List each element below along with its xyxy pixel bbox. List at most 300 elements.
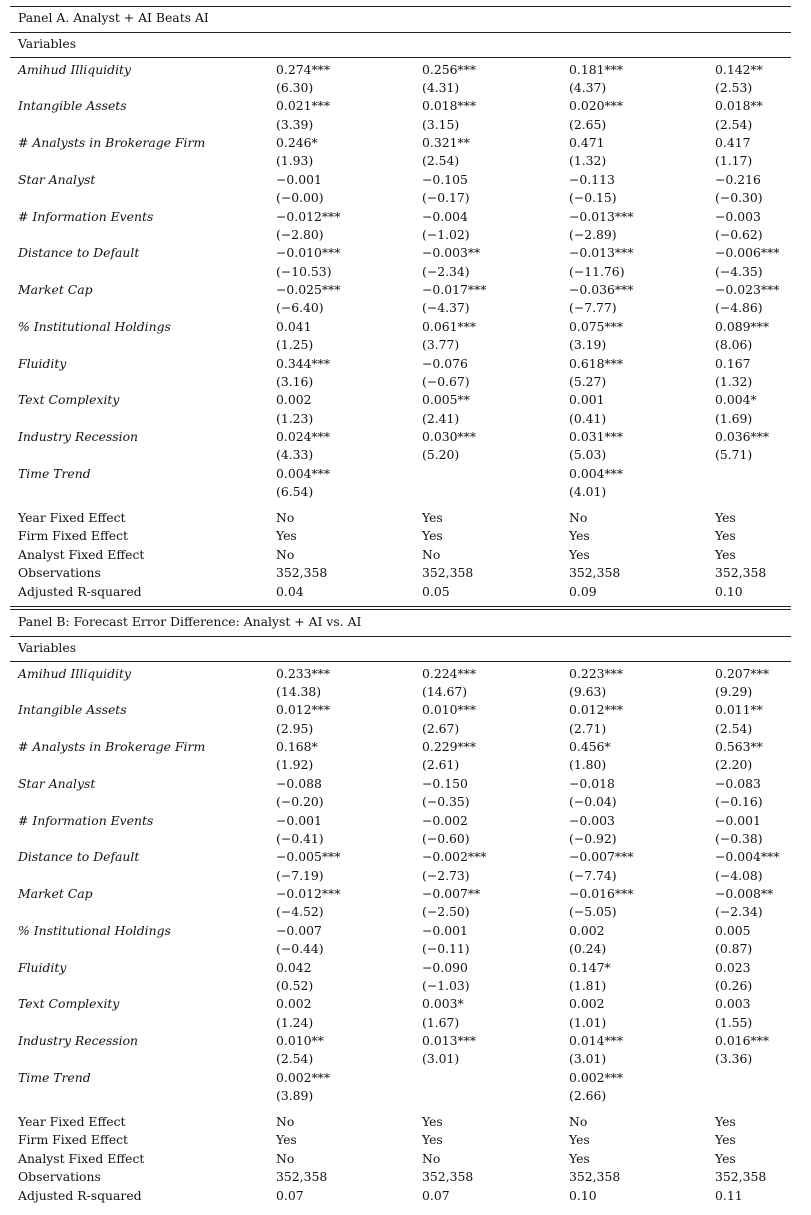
t-stat-value: (1.17)	[715, 153, 753, 169]
t-stat-row	[10, 720, 791, 738]
t-stat-row	[10, 756, 791, 774]
summary-label: Observations	[18, 565, 101, 580]
coef-value: −0.017***	[422, 282, 487, 297]
variable-name: % Institutional Holdings	[18, 318, 171, 334]
t-stat-value: (−0.62)	[715, 226, 763, 242]
t-stat-value: (−2.50)	[422, 904, 470, 920]
t-stat-value: (−2.34)	[715, 904, 763, 920]
t-stat-row	[10, 336, 791, 354]
coef-value: −0.004***	[715, 849, 780, 865]
t-stat-row	[10, 830, 791, 848]
t-stat-row	[10, 299, 791, 317]
summary-value: 0.09	[569, 583, 597, 599]
coef-value: 0.024***	[276, 429, 331, 444]
variable-name: Market Cap	[18, 886, 93, 901]
variable-name: Distance to Default	[18, 245, 140, 261]
summary-value: Yes	[715, 1132, 736, 1147]
t-stat-row	[10, 940, 791, 958]
t-stat-row	[10, 79, 791, 97]
coef-value: 0.246*	[276, 135, 318, 150]
t-stat-value: (2.54)	[276, 1051, 314, 1067]
t-stat-value: (−4.86)	[715, 300, 763, 316]
coef-row	[10, 812, 791, 830]
coef-value: 0.014***	[569, 1033, 624, 1048]
coef-value: −0.005***	[276, 849, 341, 865]
t-stat-value: (2.54)	[715, 720, 753, 736]
t-stat-value: (3.16)	[276, 373, 314, 389]
coef-row	[10, 97, 791, 115]
variable-name: Industry Recession	[18, 429, 139, 444]
coef-value: 0.004*	[715, 392, 757, 408]
t-stat-value: (−7.19)	[276, 867, 324, 883]
t-stat-value: (−4.37)	[422, 300, 470, 316]
coef-value: 0.089***	[715, 318, 770, 334]
coef-value: 0.344***	[276, 355, 331, 371]
coef-value: 0.168*	[276, 739, 318, 754]
summary-value: No	[569, 1113, 588, 1129]
t-stat-value: (−2.73)	[422, 867, 470, 883]
coef-value: 0.030***	[422, 429, 477, 444]
t-stat-value: (−5.05)	[569, 904, 617, 920]
t-stat-row	[10, 116, 791, 134]
t-stat-value: (6.30)	[276, 79, 314, 95]
coef-value: 0.417	[715, 135, 751, 150]
summary-label: Analyst Fixed Effect	[18, 1150, 145, 1166]
coef-value: 0.012***	[569, 702, 624, 718]
coef-row	[10, 134, 791, 152]
t-stat-value: (1.01)	[569, 1014, 607, 1030]
t-stat-value: (−7.77)	[569, 300, 617, 316]
t-stat-value: (−0.17)	[422, 190, 470, 206]
t-stat-value: (1.55)	[715, 1014, 753, 1030]
coef-value: 0.147*	[569, 959, 611, 975]
coef-value: −0.002	[422, 812, 468, 828]
coef-value: −0.007**	[422, 886, 481, 901]
t-stat-value: (5.71)	[715, 447, 753, 463]
t-stat-value: (2.20)	[715, 757, 753, 773]
t-stat-value: (2.54)	[422, 153, 460, 169]
variable-name: Text Complexity	[18, 392, 120, 408]
coef-value: −0.012***	[276, 208, 341, 224]
t-stat-value: (8.06)	[715, 337, 753, 353]
summary-value: No	[276, 1113, 295, 1129]
coef-value: 0.456*	[569, 739, 611, 754]
coef-row	[10, 738, 791, 756]
t-stat-value: (−0.16)	[715, 794, 763, 810]
coef-value: 0.321**	[422, 135, 470, 150]
variable-name: Market Cap	[18, 282, 93, 297]
coef-value: 0.018**	[715, 98, 763, 114]
t-stat-value: (1.23)	[276, 410, 314, 426]
summary-value: No	[422, 546, 441, 562]
coef-value: −0.016***	[569, 886, 634, 901]
t-stat-value: (1.24)	[276, 1014, 314, 1030]
coef-row	[10, 171, 791, 189]
summary-label: Analyst Fixed Effect	[18, 546, 145, 562]
summary-row	[10, 583, 791, 601]
t-stat-value: (5.20)	[422, 447, 460, 463]
coef-value: 0.041	[276, 318, 312, 334]
t-stat-value: (2.66)	[569, 1088, 607, 1104]
summary-value: 0.07	[422, 1187, 450, 1203]
coef-value: 0.003*	[422, 996, 464, 1012]
coef-row	[10, 61, 791, 79]
coef-value: 0.004***	[569, 465, 624, 481]
variable-name: % Institutional Holdings	[18, 922, 171, 938]
summary-value: Yes	[715, 546, 736, 562]
coef-value: −0.001	[715, 812, 761, 828]
t-stat-value: (1.25)	[276, 337, 314, 353]
coef-row	[10, 922, 791, 940]
coef-value: −0.150	[422, 775, 468, 791]
summary-value: Yes	[422, 1132, 443, 1147]
coef-value: −0.004	[422, 208, 468, 224]
coef-row	[10, 995, 791, 1013]
summary-value: 352,358	[715, 565, 767, 580]
coef-value: 0.010***	[422, 702, 477, 718]
summary-value: Yes	[715, 509, 736, 525]
t-stat-value: (−4.08)	[715, 867, 763, 883]
t-stat-value: (−2.80)	[276, 226, 324, 242]
summary-label: Observations	[18, 1169, 101, 1184]
summary-value: No	[276, 509, 295, 525]
coef-row	[10, 244, 791, 262]
summary-value: 352,358	[276, 565, 328, 580]
summary-value: Yes	[569, 1132, 590, 1147]
t-stat-value: (0.87)	[715, 941, 753, 957]
coef-value: 0.023	[715, 959, 751, 975]
t-stat-value: (−10.53)	[276, 263, 332, 279]
t-stat-value: (1.69)	[715, 410, 753, 426]
variable-name: Intangible Assets	[18, 98, 127, 114]
t-stat-value: (−4.52)	[276, 904, 324, 920]
t-stat-value: (−0.04)	[569, 794, 617, 810]
t-stat-row	[10, 1050, 791, 1068]
coef-value: −0.076	[422, 355, 468, 371]
t-stat-value: (2.95)	[276, 720, 314, 736]
coef-value: −0.018	[569, 775, 615, 791]
t-stat-row	[10, 793, 791, 811]
summary-value: Yes	[422, 528, 443, 543]
coef-row	[10, 318, 791, 336]
title-rule	[10, 32, 791, 33]
coef-value: −0.003**	[422, 245, 481, 261]
summary-value: 0.07	[276, 1187, 304, 1203]
variable-name: # Information Events	[18, 812, 154, 828]
t-stat-value: (1.93)	[276, 153, 314, 169]
variable-name: Intangible Assets	[18, 702, 127, 718]
t-stat-value: (−11.76)	[569, 263, 625, 279]
t-stat-value: (4.37)	[569, 79, 607, 95]
t-stat-row	[10, 1014, 791, 1032]
summary-value: No	[276, 1150, 295, 1166]
t-stat-value: (4.01)	[569, 484, 607, 500]
coef-value: −0.002***	[422, 849, 487, 865]
coef-row	[10, 848, 791, 866]
coef-value: −0.113	[569, 171, 615, 187]
t-stat-value: (2.67)	[422, 720, 460, 736]
summary-row	[10, 1113, 791, 1131]
panel-separator-rule	[10, 606, 791, 607]
coef-row	[10, 1069, 791, 1087]
coef-value: 0.223***	[569, 665, 624, 681]
summary-label: Firm Fixed Effect	[18, 1132, 129, 1147]
variable-name: # Information Events	[18, 208, 154, 224]
summary-row	[10, 1168, 791, 1186]
coef-value: 0.002	[569, 996, 605, 1012]
variables-header: Variables	[18, 36, 77, 51]
variable-name: Time Trend	[18, 465, 91, 481]
variable-name: Fluidity	[18, 355, 67, 371]
coef-value: 0.002	[276, 996, 312, 1012]
coef-value: −0.025***	[276, 282, 341, 297]
summary-value: Yes	[569, 528, 590, 543]
summary-label: Adjusted R-squared	[18, 583, 142, 599]
variable-name: Fluidity	[18, 959, 67, 975]
coef-value: −0.013***	[569, 245, 634, 261]
coef-value: 0.142**	[715, 61, 763, 77]
t-stat-value: (3.36)	[715, 1051, 753, 1067]
coef-value: 0.075***	[569, 318, 624, 334]
coef-value: 0.002	[569, 922, 605, 938]
t-stat-value: (3.39)	[276, 116, 314, 132]
t-stat-value: (2.71)	[569, 720, 607, 736]
summary-row	[10, 1187, 791, 1205]
coef-row	[10, 959, 791, 977]
variable-name: # Analysts in Brokerage Firm	[18, 135, 206, 150]
coef-value: 0.181***	[569, 61, 624, 77]
variable-name: Star Analyst	[18, 775, 96, 791]
coef-row	[10, 355, 791, 373]
t-stat-value: (14.67)	[422, 683, 468, 699]
panel-title: Panel A. Analyst + AI Beats AI	[18, 10, 209, 25]
coef-value: −0.090	[422, 959, 468, 975]
coef-value: 0.563**	[715, 739, 763, 754]
coef-row	[10, 391, 791, 409]
coef-value: 0.011**	[715, 702, 763, 718]
t-stat-row	[10, 446, 791, 464]
summary-value: 352,358	[715, 1169, 767, 1184]
coef-value: −0.003	[715, 208, 761, 224]
t-stat-value: (5.27)	[569, 373, 607, 389]
t-stat-value: (−4.35)	[715, 263, 763, 279]
variable-name: Industry Recession	[18, 1033, 139, 1048]
coef-value: −0.088	[276, 775, 322, 791]
t-stat-value: (−2.34)	[422, 263, 470, 279]
t-stat-value: (−7.74)	[569, 867, 617, 883]
coef-value: 0.233***	[276, 665, 331, 681]
t-stat-row	[10, 1087, 791, 1105]
coef-value: −0.003	[569, 812, 615, 828]
summary-value: Yes	[276, 1132, 297, 1147]
t-stat-row	[10, 152, 791, 170]
summary-value: 352,358	[569, 1169, 621, 1184]
summary-value: No	[422, 1150, 441, 1166]
header-rule	[10, 57, 791, 58]
summary-label: Year Fixed Effect	[18, 509, 126, 525]
summary-row	[10, 509, 791, 527]
t-stat-row	[10, 683, 791, 701]
t-stat-value: (−0.44)	[276, 941, 324, 957]
coef-value: −0.083	[715, 775, 761, 791]
t-stat-value: (1.80)	[569, 757, 607, 773]
summary-value: Yes	[569, 546, 590, 562]
coef-value: 0.167	[715, 355, 751, 371]
t-stat-value: (−0.20)	[276, 794, 324, 810]
coef-row	[10, 208, 791, 226]
t-stat-value: (−0.30)	[715, 190, 763, 206]
coef-value: 0.012***	[276, 702, 331, 718]
summary-value: 0.05	[422, 583, 450, 599]
coef-value: −0.216	[715, 171, 761, 187]
t-stat-value: (3.19)	[569, 337, 607, 353]
t-stat-value: (3.89)	[276, 1088, 314, 1104]
t-stat-value: (14.38)	[276, 683, 322, 699]
coef-value: 0.042	[276, 959, 312, 975]
summary-value: Yes	[715, 528, 736, 543]
coef-value: −0.013***	[569, 208, 634, 224]
coef-value: 0.618***	[569, 355, 624, 371]
coef-row	[10, 701, 791, 719]
panel-top-rule	[10, 6, 791, 7]
coef-row	[10, 281, 791, 299]
coef-value: 0.274***	[276, 61, 331, 77]
coef-row	[10, 885, 791, 903]
coef-value: −0.006***	[715, 245, 780, 261]
t-stat-value: (−2.89)	[569, 226, 617, 242]
t-stat-value: (−0.67)	[422, 373, 470, 389]
coef-value: −0.001	[422, 922, 468, 938]
coef-value: 0.004***	[276, 465, 331, 481]
coef-value: 0.471	[569, 135, 605, 150]
t-stat-row	[10, 189, 791, 207]
coef-row	[10, 1032, 791, 1050]
t-stat-value: (−0.38)	[715, 830, 763, 846]
coef-row	[10, 775, 791, 793]
variable-name: Star Analyst	[18, 171, 96, 187]
t-stat-value: (−0.11)	[422, 941, 470, 957]
t-stat-value: (2.53)	[715, 79, 753, 95]
coef-value: 0.002***	[276, 1069, 331, 1085]
variable-name: Amihud Illiquidity	[18, 665, 132, 681]
t-stat-value: (0.24)	[569, 941, 607, 957]
coef-value: 0.021***	[276, 98, 331, 114]
variable-name: Text Complexity	[18, 996, 120, 1012]
variable-name: Amihud Illiquidity	[18, 61, 132, 77]
t-stat-value: (2.54)	[715, 116, 753, 132]
panel-top-rule	[10, 609, 791, 610]
summary-value: Yes	[569, 1150, 590, 1166]
summary-value: 0.11	[715, 1187, 743, 1203]
coef-value: 0.036***	[715, 429, 770, 444]
variables-header: Variables	[18, 640, 77, 655]
coef-row	[10, 665, 791, 683]
coef-value: −0.023***	[715, 282, 780, 297]
coef-value: −0.036***	[569, 282, 634, 297]
t-stat-row	[10, 867, 791, 885]
t-stat-value: (−0.15)	[569, 190, 617, 206]
coef-value: 0.018***	[422, 98, 477, 114]
summary-label: Year Fixed Effect	[18, 1113, 126, 1129]
coef-row	[10, 428, 791, 446]
t-stat-value: (−1.03)	[422, 977, 470, 993]
coef-value: 0.001	[569, 392, 605, 408]
summary-value: 0.10	[569, 1187, 597, 1203]
coef-value: 0.224***	[422, 665, 477, 681]
summary-row	[10, 546, 791, 564]
summary-label: Adjusted R-squared	[18, 1187, 142, 1203]
t-stat-value: (−0.00)	[276, 190, 324, 206]
coef-value: 0.013***	[422, 1033, 477, 1048]
coef-value: 0.020***	[569, 98, 624, 114]
summary-row	[10, 527, 791, 545]
summary-value: 0.10	[715, 583, 743, 599]
panel-title: Panel B: Forecast Error Difference: Analyst + AI vs. AI	[18, 614, 362, 629]
coef-value: −0.001	[276, 812, 322, 828]
t-stat-value: (−0.60)	[422, 830, 470, 846]
t-stat-value: (1.32)	[715, 373, 753, 389]
t-stat-value: (−0.92)	[569, 830, 617, 846]
coef-value: 0.031***	[569, 429, 624, 444]
t-stat-value: (1.81)	[569, 977, 607, 993]
t-stat-value: (0.52)	[276, 977, 314, 993]
variable-name: Distance to Default	[18, 849, 140, 865]
t-stat-row	[10, 483, 791, 501]
t-stat-value: (3.77)	[422, 337, 460, 353]
coef-value: 0.010**	[276, 1033, 324, 1048]
t-stat-value: (3.01)	[569, 1051, 607, 1067]
t-stat-row	[10, 373, 791, 391]
summary-row	[10, 1150, 791, 1168]
t-stat-value: (3.15)	[422, 116, 460, 132]
coef-value: −0.007	[276, 922, 322, 938]
coef-value: −0.105	[422, 171, 468, 187]
coef-value: −0.001	[276, 171, 322, 187]
t-stat-value: (9.63)	[569, 683, 607, 699]
coef-value: −0.008**	[715, 886, 774, 901]
variable-name: Time Trend	[18, 1069, 91, 1085]
t-stat-value: (1.32)	[569, 153, 607, 169]
t-stat-row	[10, 410, 791, 428]
coef-value: −0.007***	[569, 849, 634, 865]
t-stat-value: (2.61)	[422, 757, 460, 773]
summary-row	[10, 1131, 791, 1149]
summary-value: 352,358	[276, 1169, 328, 1184]
t-stat-value: (−1.02)	[422, 226, 470, 242]
coef-value: 0.005	[715, 922, 751, 938]
summary-label: Firm Fixed Effect	[18, 528, 129, 543]
t-stat-row	[10, 226, 791, 244]
summary-value: Yes	[276, 528, 297, 543]
t-stat-value: (0.26)	[715, 977, 753, 993]
t-stat-value: (9.29)	[715, 683, 753, 699]
coef-value: 0.207***	[715, 665, 770, 681]
t-stat-value: (3.01)	[422, 1051, 460, 1067]
t-stat-value: (4.31)	[422, 79, 460, 95]
t-stat-value: (−0.35)	[422, 794, 470, 810]
t-stat-row	[10, 903, 791, 921]
coef-value: 0.003	[715, 996, 751, 1012]
coef-value: −0.010***	[276, 245, 341, 261]
coef-value: 0.002***	[569, 1069, 624, 1085]
coef-row	[10, 465, 791, 483]
variable-name: # Analysts in Brokerage Firm	[18, 739, 206, 754]
coef-value: 0.061***	[422, 318, 477, 334]
title-rule	[10, 636, 791, 637]
summary-value: No	[569, 509, 588, 525]
summary-value: Yes	[715, 1150, 736, 1166]
t-stat-row	[10, 263, 791, 281]
